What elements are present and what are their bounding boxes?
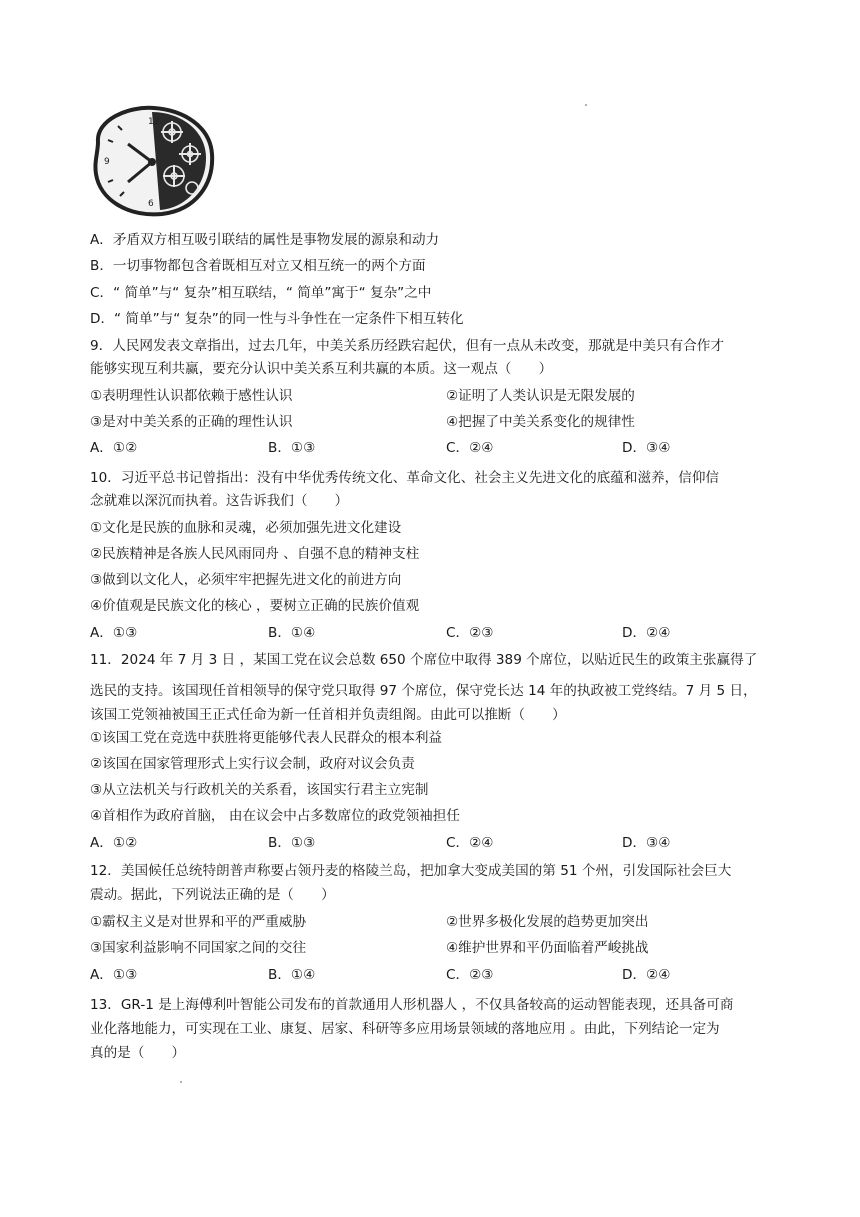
scan-speck: [180, 1081, 182, 1083]
q9-stem-line-1: 9．人民网发表文章指出，过去几年，中美关系历经跌宕起伏，但有一点从未改变，那就是中美只有合作才: [90, 338, 724, 354]
q12-statement-3: ③国家利益影响不同国家之间的交往: [90, 940, 307, 956]
q10-choice-b[interactable]: B．①④: [268, 625, 316, 641]
q11-statement-2: ②该国在国家管理形式上实行议会制，政府对议会负责: [90, 756, 415, 772]
q12-statements-row-2: [90, 938, 790, 958]
q10-choice-a[interactable]: A．①③: [90, 625, 138, 641]
q9-statements-row-1: [90, 386, 790, 406]
q11-statement-1: ①该国工党在竞选中获胜将更能够代表人民群众的根本利益: [90, 730, 443, 746]
q10-statement-2: ②民族精神是各族人民风雨同舟 、自强不息的精神支柱: [90, 546, 420, 562]
q11-stem-line-3: 该国工党领袖被国王正式任命为新一任首相并负责组阁。由此可以推断（ ）: [90, 707, 566, 723]
q10-choice-d[interactable]: D．②④: [622, 625, 671, 641]
q9-statement-3: ③是对中美关系的正确的理性认识: [90, 414, 293, 430]
scan-speck: [585, 104, 587, 106]
q13-stem-line-3: 真的是（ ）: [90, 1045, 186, 1061]
q8-option-b: B．一切事物都包含着既相互对立又相互统一的两个方面: [90, 258, 426, 274]
q9-stem-line-2: 能够实现互利共赢，要充分认识中美关系互利共赢的本质。这一观点（ ）: [90, 361, 553, 377]
clock-numeral-12: 12: [148, 117, 160, 127]
q12-statement-1: ①霸权主义是对世界和平的严重威胁: [90, 914, 307, 930]
q8-option-c: C．“ 简单”与“ 复杂”相互联结，“ 简单”寓于“ 复杂”之中: [90, 285, 432, 301]
q10-statement-4: ④价值观是民族文化的核心 ，要树立正确的民族价值观: [90, 598, 420, 614]
q9-statement-4: ④把握了中美关系变化的规律性: [446, 414, 635, 430]
q9-choice-d[interactable]: D．③④: [622, 440, 671, 456]
q12-stem-line-2: 震动。据此，下列说法正确的是（ ）: [90, 887, 335, 903]
q11-choices: [90, 833, 790, 853]
q11-stem-line-2: 选民的支持。该国现任首相领导的保守党只取得 97 个席位，保守党长达 14 年的执政被工党终结。7 月 5 日，: [90, 683, 757, 699]
q11-choice-d[interactable]: D．③④: [622, 835, 671, 851]
q13-stem-line-1: 13．GR-1 是上海傅利叶智能公司发布的首款通用人形机器人 ，不仅具备较高的运动智能表现，还具备可商: [90, 997, 734, 1013]
q12-stem-line-1: 12．美国候任总统特朗普声称要占领丹麦的格陵兰岛，把加拿大变成美国的第 51 个州，引发国际社会巨大: [90, 863, 732, 879]
clock-numeral-9: 9: [104, 157, 110, 167]
q10-choices: [90, 623, 790, 643]
q10-statement-1: ①文化是民族的血脉和灵魂，必须加强先进文化建设: [90, 520, 402, 536]
q12-statements-row-1: [90, 912, 790, 932]
q11-statement-3: ③从立法机关与行政机关的关系看，该国实行君主立宪制: [90, 782, 429, 798]
q9-choice-c[interactable]: C．②④: [446, 440, 494, 456]
q9-statement-1: ①表明理性认识都依赖于感性认识: [90, 388, 293, 404]
q12-choice-a[interactable]: A．①③: [90, 967, 138, 983]
q11-choice-a[interactable]: A．①②: [90, 835, 138, 851]
q9-choices: [90, 438, 790, 458]
q11-statement-4: ④首相作为政府首脑， 由在议会中占多数席位的政党领袖担任: [90, 808, 460, 824]
q12-choice-b[interactable]: B．①④: [268, 967, 316, 983]
q8-option-a: A．矛盾双方相互吸引联结的属性是事物发展的源泉和动力: [90, 232, 440, 248]
clock-gears-icon: [88, 102, 216, 218]
q12-choice-d[interactable]: D．②④: [622, 967, 671, 983]
q11-choice-c[interactable]: C．②④: [446, 835, 494, 851]
q10-stem-line-1: 10．习近平总书记曾指出：没有中华优秀传统文化、革命文化、社会主义先进文化的底蕴和滋养，信仰信: [90, 470, 720, 486]
q11-choice-b[interactable]: B．①③: [268, 835, 316, 851]
q12-choices: [90, 965, 790, 985]
q9-choice-a[interactable]: A．①②: [90, 440, 138, 456]
q12-statement-4: ④维护世界和平仍面临着严峻挑战: [446, 940, 649, 956]
q9-statement-2: ②证明了人类认识是无限发展的: [446, 388, 635, 404]
q10-stem-line-2: 念就难以深沉而执着。这告诉我们（ ）: [90, 493, 349, 509]
q13-stem-line-2: 业化落地能力，可实现在工业、康复、居家、科研等多应用场景领域的落地应用 。由此，下列结论一定为: [90, 1021, 720, 1037]
q9-statements-row-2: [90, 412, 790, 432]
q9-choice-b[interactable]: B．①③: [268, 440, 316, 456]
q11-stem-line-1: 11．2024 年 7 月 3 日 ，某国工党在议会总数 650 个席位中取得 389 个席位，以贴近民生的政策主张赢得了: [90, 652, 758, 668]
q8-option-d: D．“ 简单”与“ 复杂”的同一性与斗争性在一定条件下相互转化: [90, 311, 464, 327]
clock-numeral-6: 6: [148, 199, 154, 209]
q12-statement-2: ②世界多极化发展的趋势更加突出: [446, 914, 649, 930]
q12-choice-c[interactable]: C．②③: [446, 967, 494, 983]
q10-statement-3: ③做到以文化人，必须牢牢把握先进文化的前进方向: [90, 572, 402, 588]
q10-choice-c[interactable]: C．②③: [446, 625, 494, 641]
